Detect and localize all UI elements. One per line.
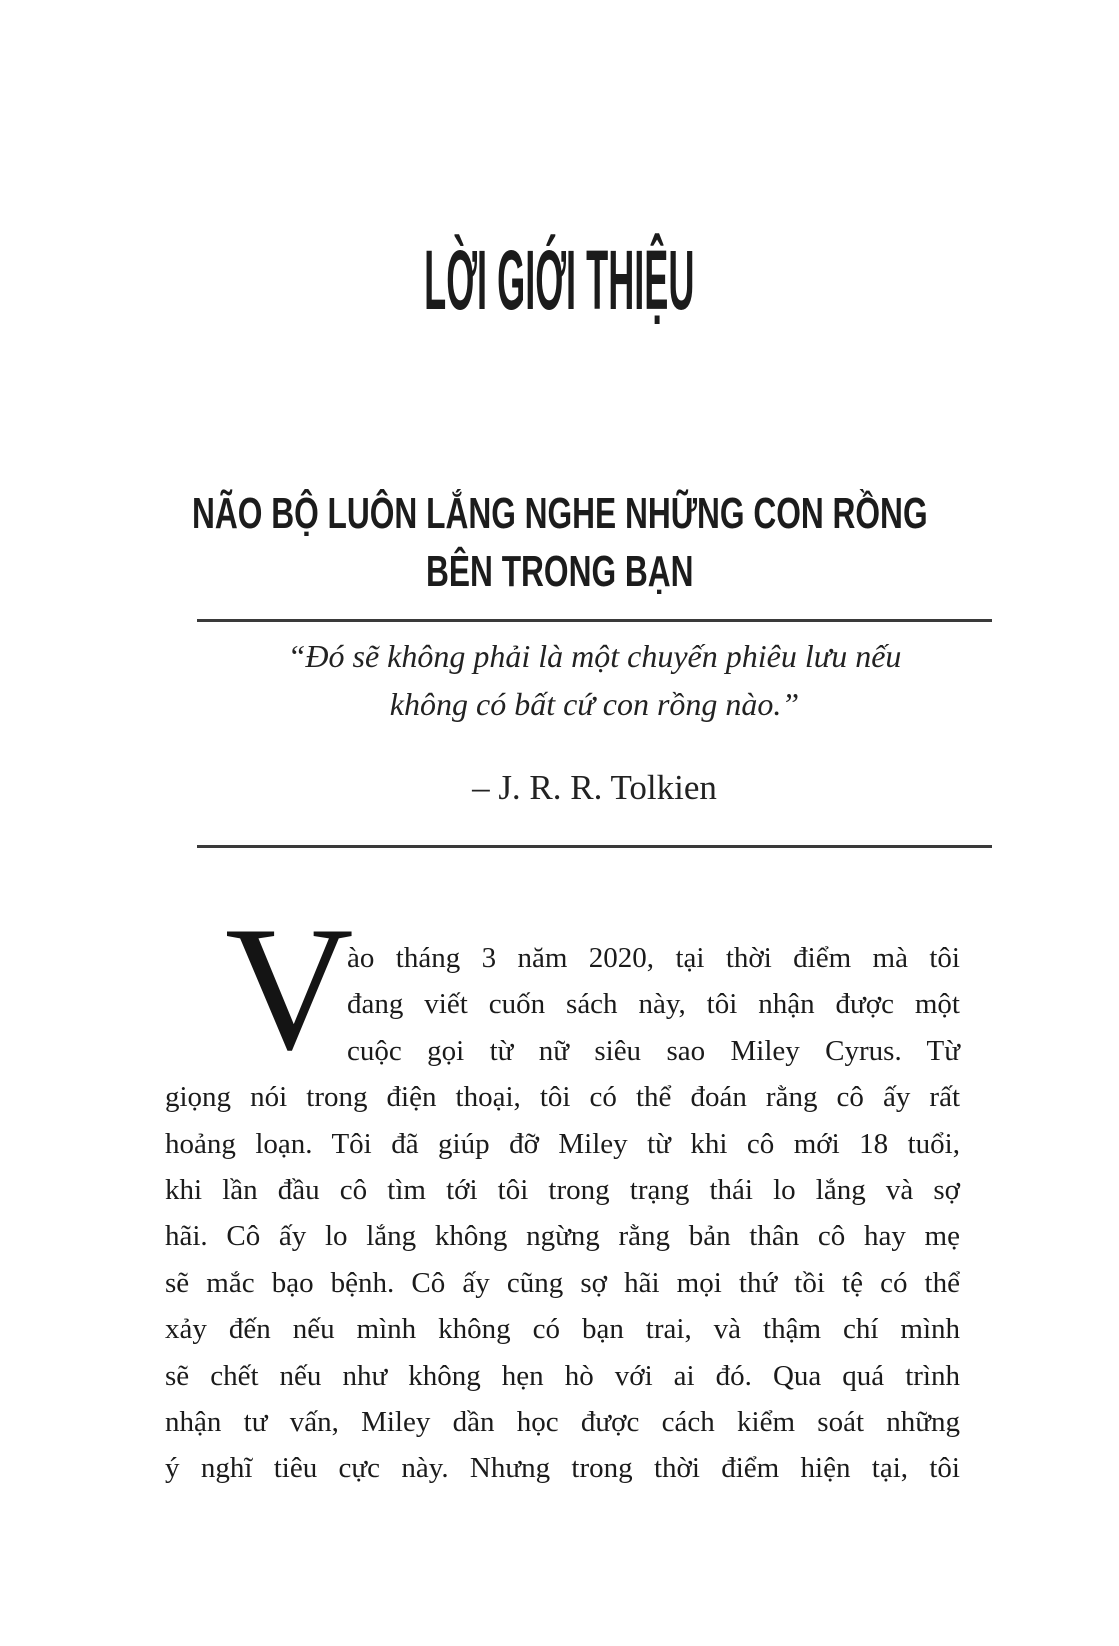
body-text-line: khi lần đầu cô tìm tới tôi trong trạng thái lo lắng và sợ xyxy=(165,1173,960,1206)
epigraph-quote-line-1: “Đó sẽ không phải là một chuyến phiêu lưu nếu xyxy=(287,638,902,674)
body-text-line: giọng nói trong điện thoại, tôi có thể đoán rằng cô ấy rất xyxy=(165,1081,960,1114)
section-heading-line xyxy=(0,548,1119,606)
section-heading-text-1: NÃO BỘ LUÔN LẮNG NGHE NHỮNG CON RỒNG xyxy=(191,489,928,538)
body-text-line: ý nghĩ tiêu cực này. Nhưng trong thời điểm hiện tại, tôi xyxy=(165,1452,960,1485)
body-text-line: đang viết cuốn sách này, tôi nhận được một xyxy=(347,988,960,1021)
epigraph-quote-line-2: không có bất cứ con rồng nào.” xyxy=(389,686,800,722)
chapter-title-text: LỜI GIỚI THIỆU xyxy=(424,233,695,327)
divider-rule-bottom xyxy=(197,845,992,848)
epigraph-quote xyxy=(197,632,992,728)
body-text-line: hoảng loạn. Tôi đã giúp đỡ Miley từ khi cô mới 18 tuổi, xyxy=(165,1127,960,1160)
body-text-line: cuộc gọi từ nữ siêu sao Miley Cyrus. Từ xyxy=(347,1034,960,1067)
body-text-line: ào tháng 3 năm 2020, tại thời điểm mà tôi xyxy=(347,942,960,974)
body-text-line: hãi. Cô ấy lo lắng không ngừng rằng bản thân cô hay mẹ xyxy=(165,1220,960,1253)
body-paragraph xyxy=(165,889,960,1492)
quote-attribution: – J. R. R. Tolkien xyxy=(472,768,717,807)
body-text-line: xảy đến nếu mình không có bạn trai, và thậm chí mình xyxy=(165,1313,960,1346)
drop-cap: V xyxy=(225,889,354,1087)
section-heading xyxy=(0,490,1119,606)
section-heading-text-2: BÊN TRONG BẠN xyxy=(425,547,694,596)
divider-rule-top xyxy=(197,619,992,622)
section-heading-line xyxy=(0,490,1119,548)
body-text-line: sẽ chết nếu như không hẹn hò với ai đó. Qua quá trình xyxy=(165,1359,960,1392)
chapter-title xyxy=(0,233,1119,347)
body-text-line: nhận tư vấn, Miley dần học được cách kiểm soát những xyxy=(165,1405,960,1438)
body-text-line: sẽ mắc bạo bệnh. Cô ấy cũng sợ hãi mọi thứ tồi tệ có thể xyxy=(165,1266,960,1299)
